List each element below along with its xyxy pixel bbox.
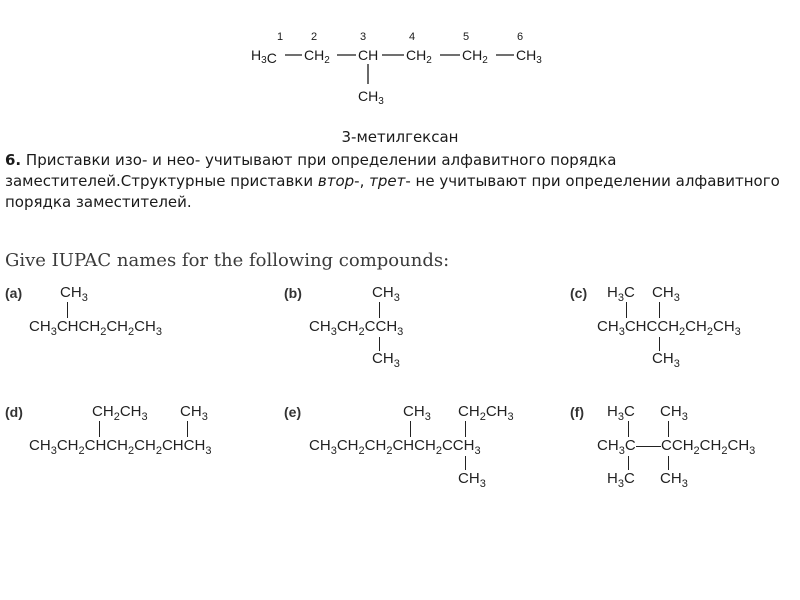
substituent: $CH_2CH_3$ [92, 403, 148, 423]
structure-caption: 3-метилгексан [341, 128, 459, 146]
rule-text: -, [354, 172, 370, 190]
substituent: $CH_3$ [652, 350, 680, 370]
main-chain: $CH_3CHCH_2CH_2CH_3$ [29, 318, 162, 338]
atom-label: $CH_3$ [516, 47, 542, 66]
atom-label: $H_3C$ [251, 47, 277, 66]
bond [668, 421, 669, 437]
substituent: $CH_3$ [180, 403, 208, 423]
substituent: $CH_3$ [652, 284, 680, 304]
bond [659, 302, 660, 318]
atom-label: $CH_2$ [304, 47, 330, 66]
bond [67, 302, 68, 318]
main-chain: $CH_3CH_2CH_2CHCH_2CCH_3$ [309, 437, 481, 457]
bond [379, 337, 380, 351]
substituent: $CH_3$ [372, 350, 400, 370]
substituent: $H_3C$ [607, 470, 635, 490]
atom-number: 2 [311, 31, 318, 43]
substituent: $CH_3$ [403, 403, 431, 423]
atom-number: 6 [517, 31, 524, 43]
main-chain: $CH_3CH_2CCH_3$ [309, 318, 404, 338]
atom-number: 4 [409, 31, 416, 43]
bond [628, 421, 629, 437]
compound-label: (e) [284, 404, 302, 420]
substituent: $H_3C$ [607, 284, 635, 304]
substituent: $CH_3$ [372, 284, 400, 304]
substituent: $CH_3$ [660, 403, 688, 423]
main-chain-right: $CCH_2CH_2CH_3$ [661, 437, 756, 457]
substituent: $CH_3$ [660, 470, 688, 490]
bond [626, 302, 627, 318]
atom-number: 3 [360, 31, 367, 43]
atom-label: $CH_2$ [462, 47, 488, 66]
bond [410, 421, 411, 437]
compound-label: (f) [570, 404, 584, 420]
bond [465, 421, 466, 437]
substituent: $CH_3$ [458, 470, 486, 490]
main-chain: $CH_3CHCCH_2CH_2CH_3$ [597, 318, 741, 338]
bond [187, 421, 188, 437]
substituent: $H_3C$ [607, 403, 635, 423]
rule-text: Приставки изо- и нео- учитывают при определении алфавитного порядка заместителей.Структурные приставки [5, 151, 617, 190]
compound-label: (c) [570, 285, 588, 301]
rule-paragraph [5, 150, 795, 213]
atom-number: 1 [277, 31, 284, 43]
main-chain-left: $CH_3C$ [597, 437, 636, 457]
atom-number: 5 [463, 31, 470, 43]
atom-label: $CH_2$ [406, 47, 432, 66]
compound-label: (d) [5, 404, 23, 420]
atom-label: $CH_3$ [358, 88, 384, 107]
rule-text: - не учитывают при определении алфавитного порядка заместителей. [5, 172, 780, 211]
compound-label: (b) [284, 285, 302, 301]
bond [628, 456, 629, 470]
rule-italic: втор [317, 172, 355, 190]
atom-label: CH [358, 47, 379, 63]
substituent: $CH_2CH_3$ [458, 403, 514, 423]
substituent: $CH_3$ [60, 284, 88, 304]
header-structure [0, 0, 800, 130]
bond [379, 302, 380, 318]
bond [636, 446, 661, 447]
rule-number: 6. [5, 151, 22, 169]
compound-label: (a) [5, 285, 23, 301]
rule-italic: трет [369, 172, 406, 190]
main-chain: $CH_3CH_2CHCH_2CH_2CHCH_3$ [29, 437, 212, 457]
bond [99, 421, 100, 437]
bond [465, 456, 466, 470]
task-title: Give IUPAC names for the following compounds: [5, 250, 450, 271]
bond [668, 456, 669, 470]
bond [659, 337, 660, 351]
